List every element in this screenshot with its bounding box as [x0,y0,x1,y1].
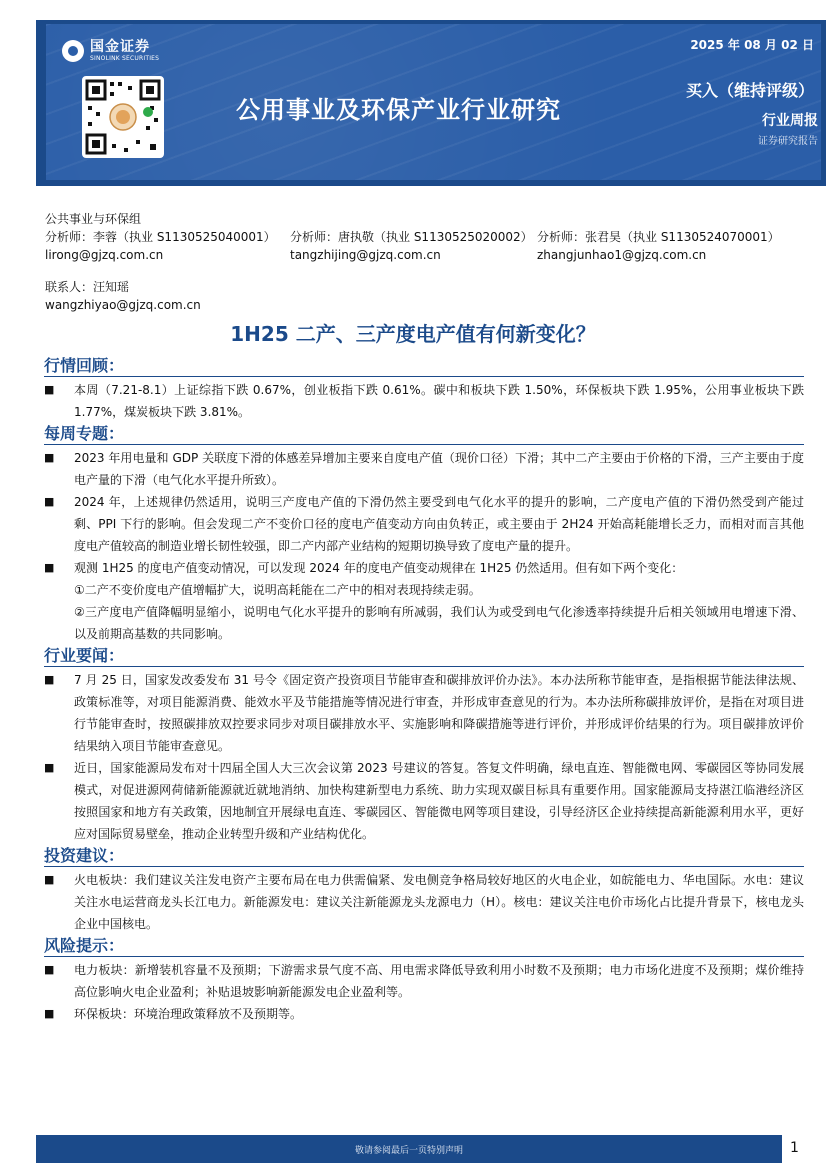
section-heading: 投资建议： [44,845,804,867]
section-heading: 行情回顾： [44,355,804,377]
header-title: 公用事业及环保产业行业研究 [236,96,561,124]
bullet-item: ■ 观测 1H25 的度电产值变动情况，可以发现 2024 年的度电产值变动规律在 1H25 仍然适用。但有如下两个变化： ①二产不变价度电产值增幅扩大，说明高耗能在二产中的相对表现持续走弱。 ②三产度电产值降幅明显缩小，说明电气化水平提升的影响有所减弱，我们认为或受到电气化渗透率持续提升后相关领域用电增速下滑、以及前期高基数的共同影响。 [44,557,804,645]
analyst-3: 分析师：张君昊（执业 S1130524070001） [537,230,780,244]
analyst-block [45,210,815,314]
sinolink-logo-icon [62,40,84,62]
analyst-1: 分析师：李蓉（执业 S1130525040001） [45,230,276,244]
logo-name-en: SINOLINK SECURITIES [90,55,160,62]
bullet-item: ■ 2024 年，上述规律仍然适用，说明三产度电产值的下滑仍然主要受到电气化水平的提升的影响，二产度电产值的下滑仍然受到产能过剩、PPI 下行的影响。但会发现二产不变价口径的度电产值变动方向由负转正，或主要由于 2H24 开始高耗能增长乏力，而相对而言其他度电产值较高的制造业增长韧性较强，即二产内部产业结构的短期切换导致了度电产量的提升。 [44,491,804,557]
square-bullet-icon: ■ [44,673,55,686]
team-group: 公共事业与环保组 [45,212,142,226]
section-industry-news [44,645,804,845]
square-bullet-icon: ■ [44,873,55,886]
report-date: 2025 年 08 月 02 日 [690,38,814,52]
analyst-3-email[interactable]: zhangjunhao1@gjzq.com.cn [537,248,707,262]
bullet-item: ■ 电力板块：新增装机容量不及预期；下游需求景气度不高、用电需求降低导致利用小时数不及预期；电力市场化进度不及预期；煤价维持高位影响火电企业盈利；补贴退坡影响新能源发电企业盈利等。 [44,959,804,1003]
section-heading: 每周专题： [44,423,804,445]
analyst-2: 分析师：唐执敬（执业 S1130525020002） [290,230,533,244]
company-logo [62,38,182,64]
page-number: 1 [790,1140,799,1156]
contact-person: 联系人：汪知瑶 [45,280,130,294]
footer-disclaimer[interactable]: 敬请参阅最后一页特别声明 [354,1146,463,1156]
contact-email[interactable]: wangzhiyao@gjzq.com.cn [45,298,201,312]
bullet-item: ■ 7 月 25 日，国家发改委发布 31 号令《固定资产投资项目节能审查和碳排放评价办法》。本办法所称节能审查，是指根据节能法律法规、政策标准等，对项目能源消费、能效水平及节能措施等情况进行审查，并形成审查意见的行为。本办法所称碳排放评价，是指在对项目进行节能审查时，按照碳排放双控要求同步对项目碳排放水平、实施影响和降碳措施等进行评价，并形成评价结果的行为。项目碳排放评价结果纳入项目节能审查意见。 [44,669,804,757]
report-type: 行业周报 [762,113,818,129]
square-bullet-icon: ■ [44,383,55,396]
logo-name-cn: 国金证券 [90,39,150,55]
section-risk-warning [44,935,804,1025]
bullet-item: ■ 火电板块：我们建议关注发电资产主要布局在电力供需偏紧、发电侧竞争格局较好地区的火电企业，如皖能电力、华电国际。水电：建议关注水电运营商龙头长江电力。新能源发电：建议关注新能源龙头龙源电力（H）。核电：建议关注电价市场化占比提升背景下，核电龙头企业中国核电。 [44,869,804,935]
square-bullet-icon: ■ [44,495,55,508]
square-bullet-icon: ■ [44,561,55,574]
square-bullet-icon: ■ [44,963,55,976]
bullet-item: ■ 2023 年用电量和 GDP 关联度下滑的体感差异增加主要来自度电产值（现价口径）下滑；其中二产主要由于价格的下滑，三产主要由于度电产量的下滑（电气化水平提升所致）。 [44,447,804,491]
square-bullet-icon: ■ [44,761,55,774]
report-subtitle: 证券研究报告 [758,136,818,147]
report-body [44,355,804,1025]
qr-code-icon [82,76,164,158]
section-investment-advice [44,845,804,935]
bullet-item: ■ 本周（7.21-8.1）上证综指下跌 0.67%，创业板指下跌 0.61%。碳中和板块下跌 1.50%，环保板块下跌 1.95%，公用事业板块下跌 1.77%，煤炭板块下跌 3.81%。 [44,379,804,423]
bullet-item: ■ 环保板块：环境治理政策释放不及预期等。 [44,1003,804,1025]
square-bullet-icon: ■ [44,451,55,464]
section-weekly-topic [44,423,804,645]
square-bullet-icon: ■ [44,1007,55,1020]
report-main-title: 1H25 二产、三产度电产值有何新变化？ [230,322,596,346]
bullet-item: ■ 近日，国家能源局发布对十四届全国人大三次会议第 2023 号建议的答复。答复文件明确，绿电直连、智能微电网、零碳园区等协同发展模式，对促进源网荷储新能源就近就地消纳、加快构建新型电力系统、助力实现双碳目标具有重要作用。国家能源局支持湛江临港经济区按照国家和地方有关政策，因地制宜开展绿电直连、零碳园区、智能微电网等项目建设，引导经济区企业持续提高新能源利用水平，更好应对国际贸易壁垒，推动企业转型升级和产业结构优化。 [44,757,804,845]
analyst-2-email[interactable]: tangzhijing@gjzq.com.cn [290,248,441,262]
section-market-review [44,355,804,423]
section-heading: 风险提示： [44,935,804,957]
rating: 买入（维持评级） [685,81,814,100]
analyst-1-email[interactable]: lirong@gjzq.com.cn [45,248,164,262]
section-heading: 行业要闻： [44,645,804,667]
